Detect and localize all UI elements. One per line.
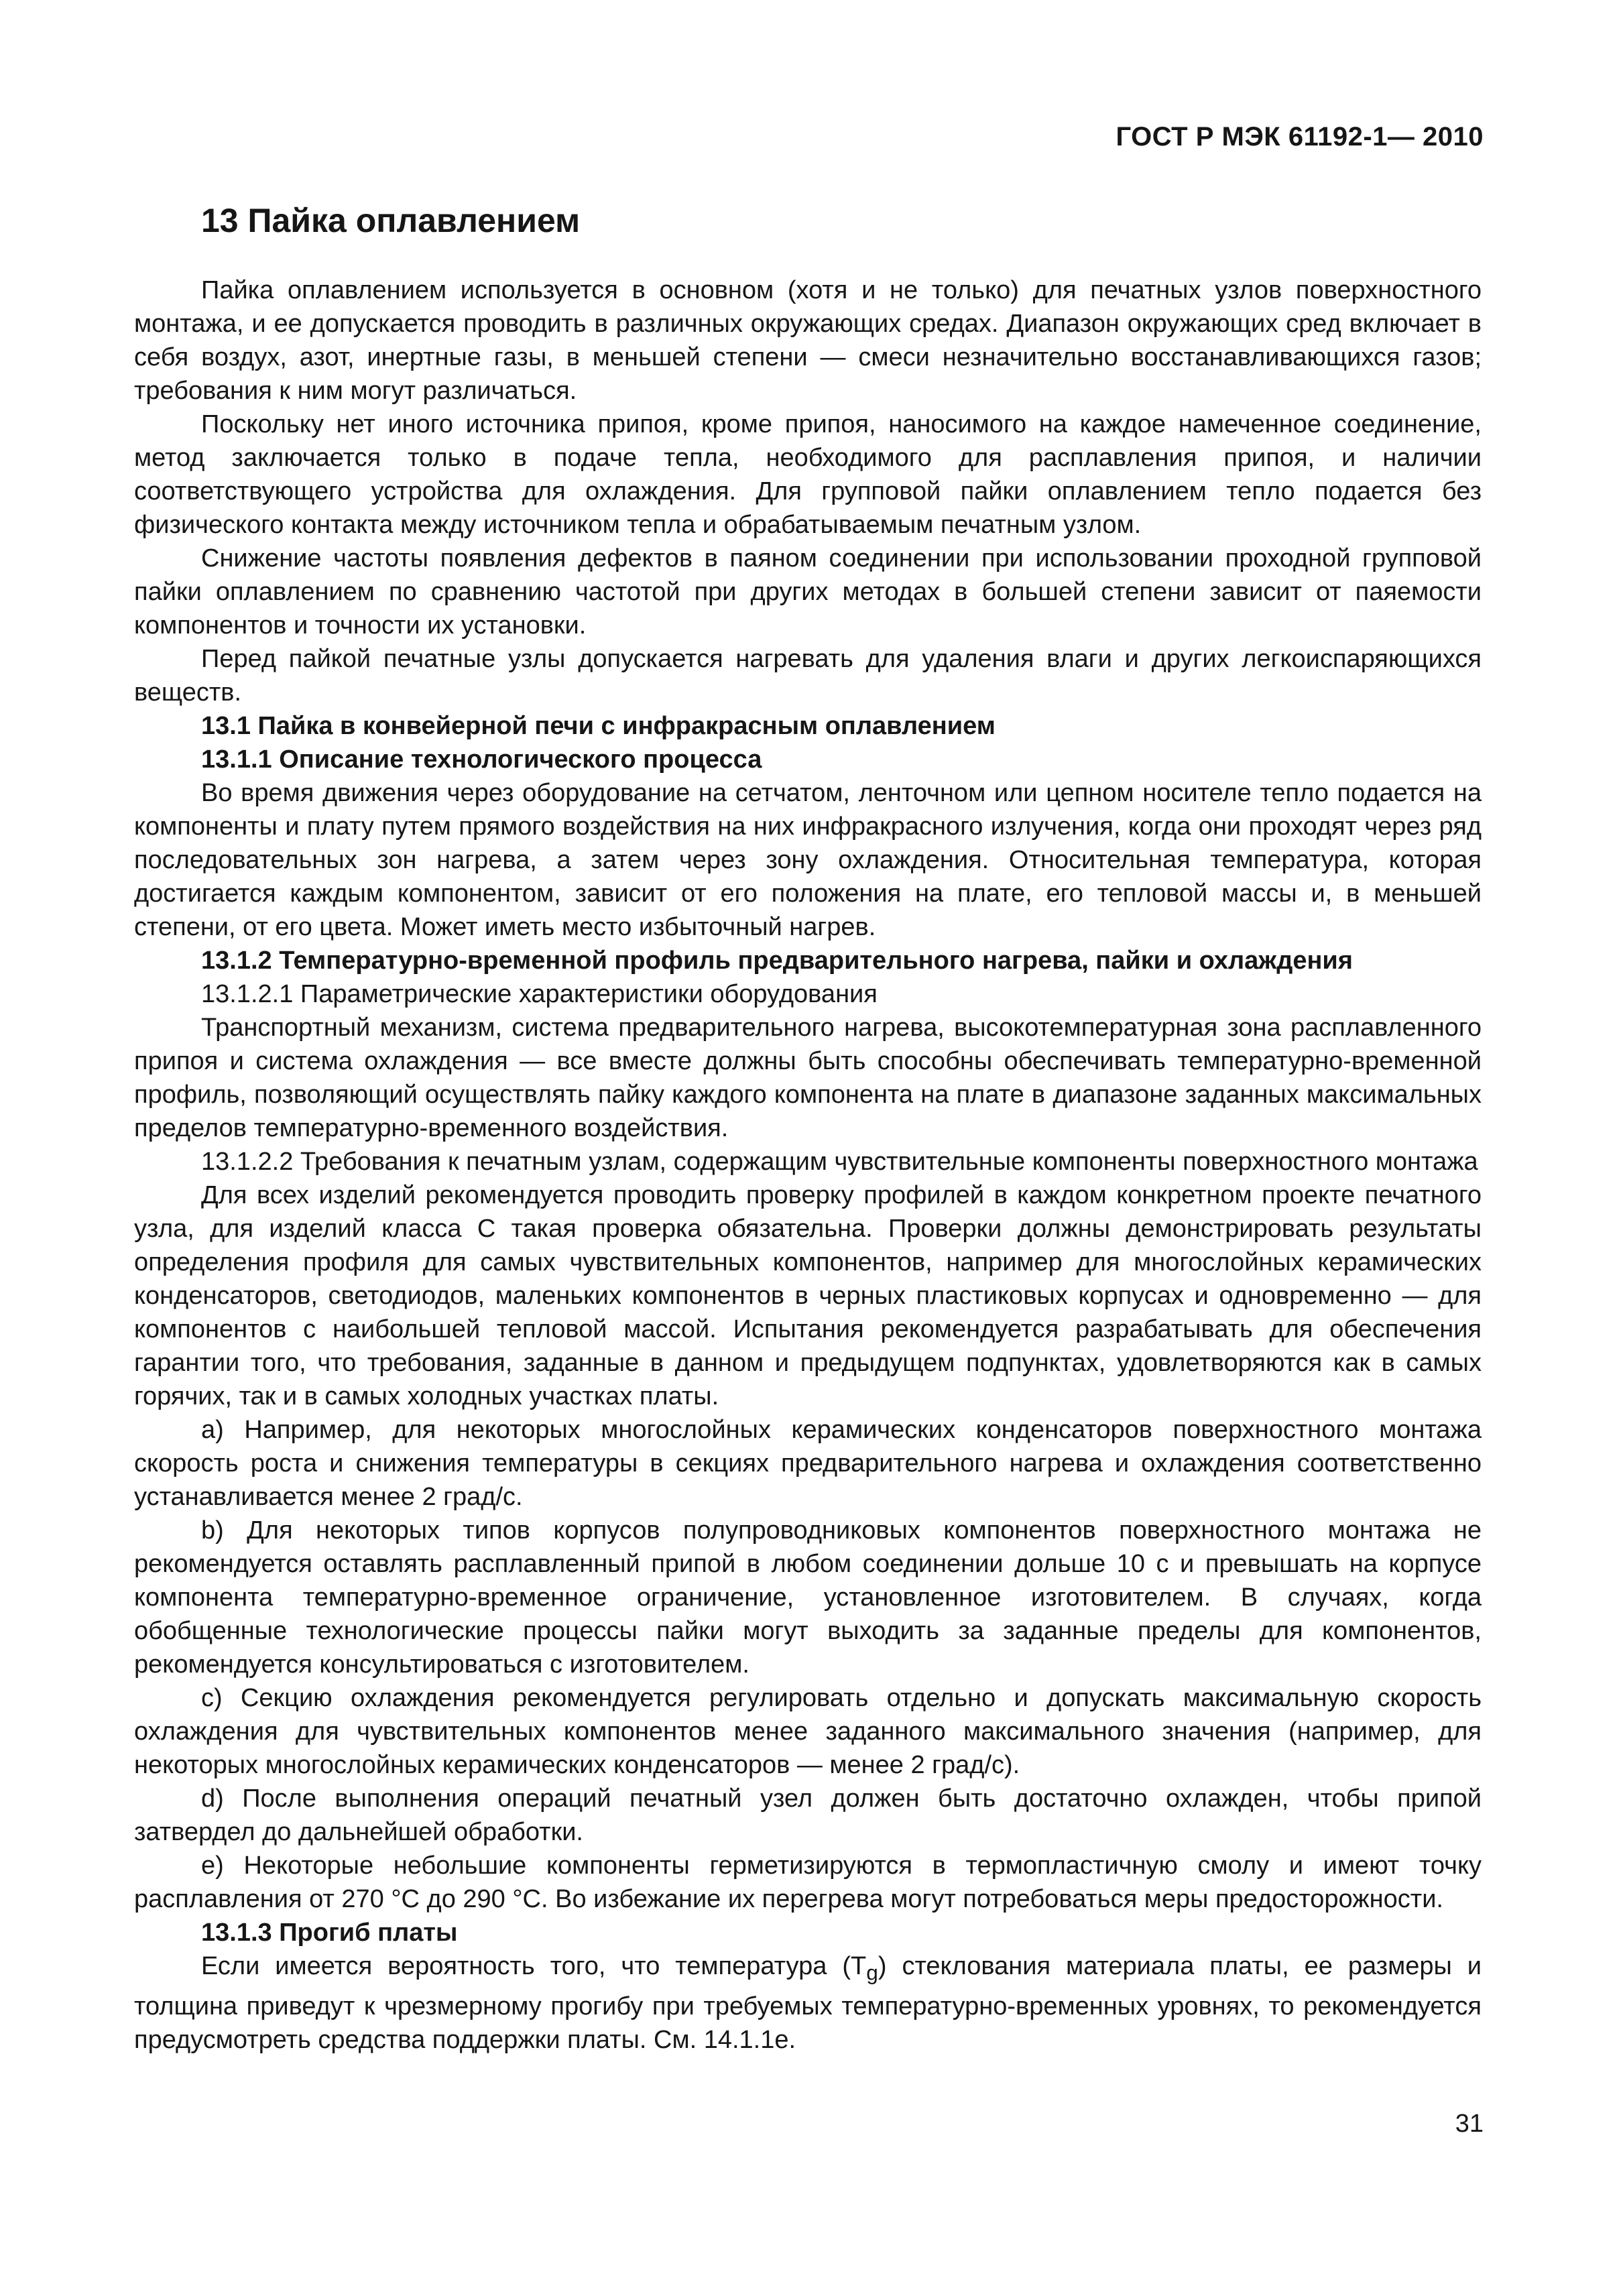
subsection-heading-13-1: 13.1 Пайка в конвейерной печи с инфракрасным оплавлением bbox=[201, 712, 996, 740]
page-number: 31 bbox=[1455, 2110, 1484, 2138]
body-text bbox=[134, 274, 1482, 2057]
list-item-c: c) Секцию охлаждения рекомендуется регулировать отдельно и допускать максимальную скорость охлаждения для чувствительных компонентов менее заданного максимального значения (например, для некоторых многослойных керамических конденсаторов — менее 2 град/с). bbox=[134, 1684, 1482, 1779]
document-header: ГОСТ Р МЭК 61192-1— 2010 bbox=[1116, 122, 1484, 152]
paragraph: Во время движения через оборудование на сетчатом, ленточном или цепном носителе тепло подается на компоненты и плату путем прямого воздействия на них инфракрасного излучения, когда они проходят через ряд последовательных зон нагрева, а затем через зону охлаждения. Относительная температура, которая достигается каждым компонентом, зависит от его положения на плате, его тепловой массы и, в меньшей степени, от его цвета. Может иметь место избыточный нагрев. bbox=[134, 779, 1482, 941]
paragraph: Снижение частоты появления дефектов в паяном соединении при использовании проходной групповой пайки оплавлением по сравнению частотой при других методах в большей степени зависит от паяемости компонентов и точности их установки. bbox=[134, 544, 1482, 640]
subsection-heading-13-1-3: 13.1.3 Прогиб платы bbox=[201, 1919, 458, 1947]
list-item-e: e) Некоторые небольшие компоненты герметизируются в термопластичную смолу и имеют точку расплавления от 270 °С до 290 °С. Во избежание их перегрева могут потребоваться меры предосторожности. bbox=[134, 1852, 1482, 1913]
paragraph: Для всех изделий рекомендуется проводить проверку профилей в каждом конкретном проекте печатного узла, для изделий класса С такая проверка обязательна. Проверки должны демонстрировать результаты определения профиля для самых чувствительных компонентов, например для многослойных керамических конденсаторов, светодиодов, маленьких компонентов в черных пластиковых корпусах и одновременно — для компонентов с наибольшей тепловой массой. Испытания рекомендуется разрабатывать для обеспечения гарантии того, что требования, заданные в данном и предыдущем подпунктах, удовлетворяются как в самых горячих, так и в самых холодных участках платы. bbox=[134, 1181, 1482, 1410]
clause-13-1-2-2: 13.1.2.2 Требования к печатным узлам, содержащим чувствительные компоненты поверхностного монтажа bbox=[201, 1148, 1478, 1176]
list-item-d: d) После выполнения операций печатный узел должен быть достаточно охлажден, чтобы припой затвердел до дальнейшей обработки. bbox=[134, 1785, 1482, 1846]
list-item-b: b) Для некоторых типов корпусов полупроводниковых компонентов поверхностного монтажа не рекомендуется оставлять расплавленный припой в любом соединении дольше 10 с и превышать на корпусе компонента температурно-временное ограничение, установленное изготовителем. В случаях, когда обобщенные технологические процессы пайки могут выходить за заданные пределы для компонентов, рекомендуется консультироваться с изготовителем. bbox=[134, 1516, 1482, 1679]
paragraph: Пайка оплавлением используется в основном (хотя и не только) для печатных узлов поверхностного монтажа, и ее допускается проводить в различных окружающих средах. Диапазон окружающих сред включает в себя воздух, азот, инертные газы, в меньшей степени — смеси незначительно восстанавливающихся газов; требования к ним могут различаться. bbox=[134, 276, 1482, 405]
list-item-a: a) Например, для некоторых многослойных керамических конденсаторов поверхностного монтажа скорость роста и снижения температуры в секциях предварительного нагрева и охлаждения соответственно устанавливается менее 2 град/с. bbox=[134, 1416, 1482, 1511]
paragraph-board-deflection bbox=[134, 1949, 1482, 2057]
section-title: 13 Пайка оплавлением bbox=[201, 202, 581, 239]
text-segment: Если имеется вероятность того, что температура (T bbox=[201, 1952, 867, 1980]
text-segment: ) стеклования материала платы, ее размеры и толщина приведут к чрезмерному прогибу при требуемых температурно-временных уровнях, то рекомендуется предусмотреть средства поддержки платы. См. 14.1.1е. bbox=[134, 1952, 1482, 2054]
paragraph: Перед пайкой печатные узлы допускается нагревать для удаления влаги и других легкоиспаряющихся веществ. bbox=[134, 645, 1482, 707]
subsection-heading-13-1-1: 13.1.1 Описание технологического процесса bbox=[201, 745, 762, 774]
clause-13-1-2-1: 13.1.2.1 Параметрические характеристики оборудования bbox=[201, 980, 878, 1008]
paragraph: Транспортный механизм, система предварительного нагрева, высокотемпературная зона расплавленного припоя и система охлаждения — все вместе должны быть способны обеспечивать температурно-временной профиль, позволяющий осуществлять пайку каждого компонента на плате в диапазоне заданных максимальных пределов температурно-временного воздействия. bbox=[134, 1014, 1482, 1142]
subsection-heading-13-1-2: 13.1.2 Температурно-временной профиль предварительного нагрева, пайки и охлаждения bbox=[201, 947, 1353, 975]
paragraph: Поскольку нет иного источника припоя, кроме припоя, наносимого на каждое намеченное соединение, метод заключается только в подаче тепла, необходимого для расплавления припоя, и наличии соответствующего устройства для охлаждения. Для групповой пайки оплавлением тепло подается без физического контакта между источником тепла и обрабатываемым печатным узлом. bbox=[134, 410, 1482, 539]
subscript-g: g bbox=[866, 1960, 878, 1985]
